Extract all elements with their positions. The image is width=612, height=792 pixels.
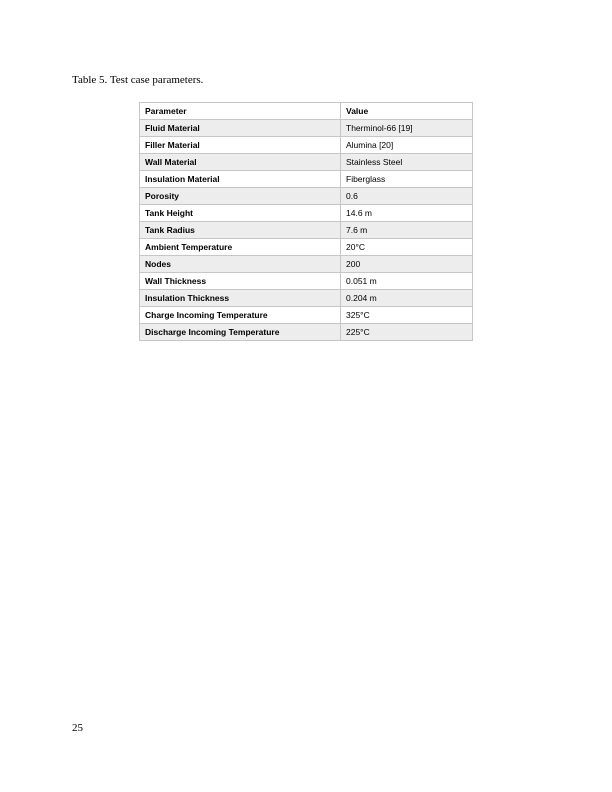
column-header-value: Value: [341, 103, 473, 120]
page-number: 25: [72, 722, 83, 734]
parameter-value-cell: 7.6 m: [341, 222, 473, 239]
parameter-value-cell: 0.051 m: [341, 273, 473, 290]
parameter-name-cell: Wall Thickness: [140, 273, 341, 290]
column-header-parameter: Parameter: [140, 103, 341, 120]
parameter-value-cell: Therminol-66 [19]: [341, 120, 473, 137]
table-row: [140, 120, 473, 137]
table-row: [140, 256, 473, 273]
table-row: [140, 239, 473, 256]
table-row: [140, 324, 473, 341]
parameters-table: [139, 102, 473, 341]
parameter-name-cell: Discharge Incoming Temperature: [140, 324, 341, 341]
parameter-value-cell: 225°C: [341, 324, 473, 341]
table-row: [140, 273, 473, 290]
parameter-value-cell: 325°C: [341, 307, 473, 324]
parameter-name-cell: Nodes: [140, 256, 341, 273]
parameter-value-cell: 0.6: [341, 188, 473, 205]
parameter-name-cell: Wall Material: [140, 154, 341, 171]
parameter-name-cell: Porosity: [140, 188, 341, 205]
parameter-value-cell: 200: [341, 256, 473, 273]
table-caption: Table 5. Test case parameters.: [72, 74, 204, 86]
table-row: [140, 290, 473, 307]
parameter-name-cell: Filler Material: [140, 137, 341, 154]
parameter-value-cell: 20°C: [341, 239, 473, 256]
table-row: [140, 137, 473, 154]
parameter-name-cell: Tank Height: [140, 205, 341, 222]
parameter-value-cell: Alumina [20]: [341, 137, 473, 154]
parameter-name-cell: Fluid Material: [140, 120, 341, 137]
parameter-value-cell: Fiberglass: [341, 171, 473, 188]
table-row: [140, 205, 473, 222]
table-header-row: [140, 103, 473, 120]
parameter-name-cell: Insulation Material: [140, 171, 341, 188]
parameter-value-cell: 14.6 m: [341, 205, 473, 222]
parameter-name-cell: Insulation Thickness: [140, 290, 341, 307]
parameter-name-cell: Ambient Temperature: [140, 239, 341, 256]
table-body: [140, 120, 473, 341]
parameter-name-cell: Tank Radius: [140, 222, 341, 239]
parameter-value-cell: Stainless Steel: [341, 154, 473, 171]
table-row: [140, 154, 473, 171]
table-row: [140, 222, 473, 239]
table-row: [140, 171, 473, 188]
table-row: [140, 188, 473, 205]
table-row: [140, 307, 473, 324]
parameter-name-cell: Charge Incoming Temperature: [140, 307, 341, 324]
parameter-value-cell: 0.204 m: [341, 290, 473, 307]
